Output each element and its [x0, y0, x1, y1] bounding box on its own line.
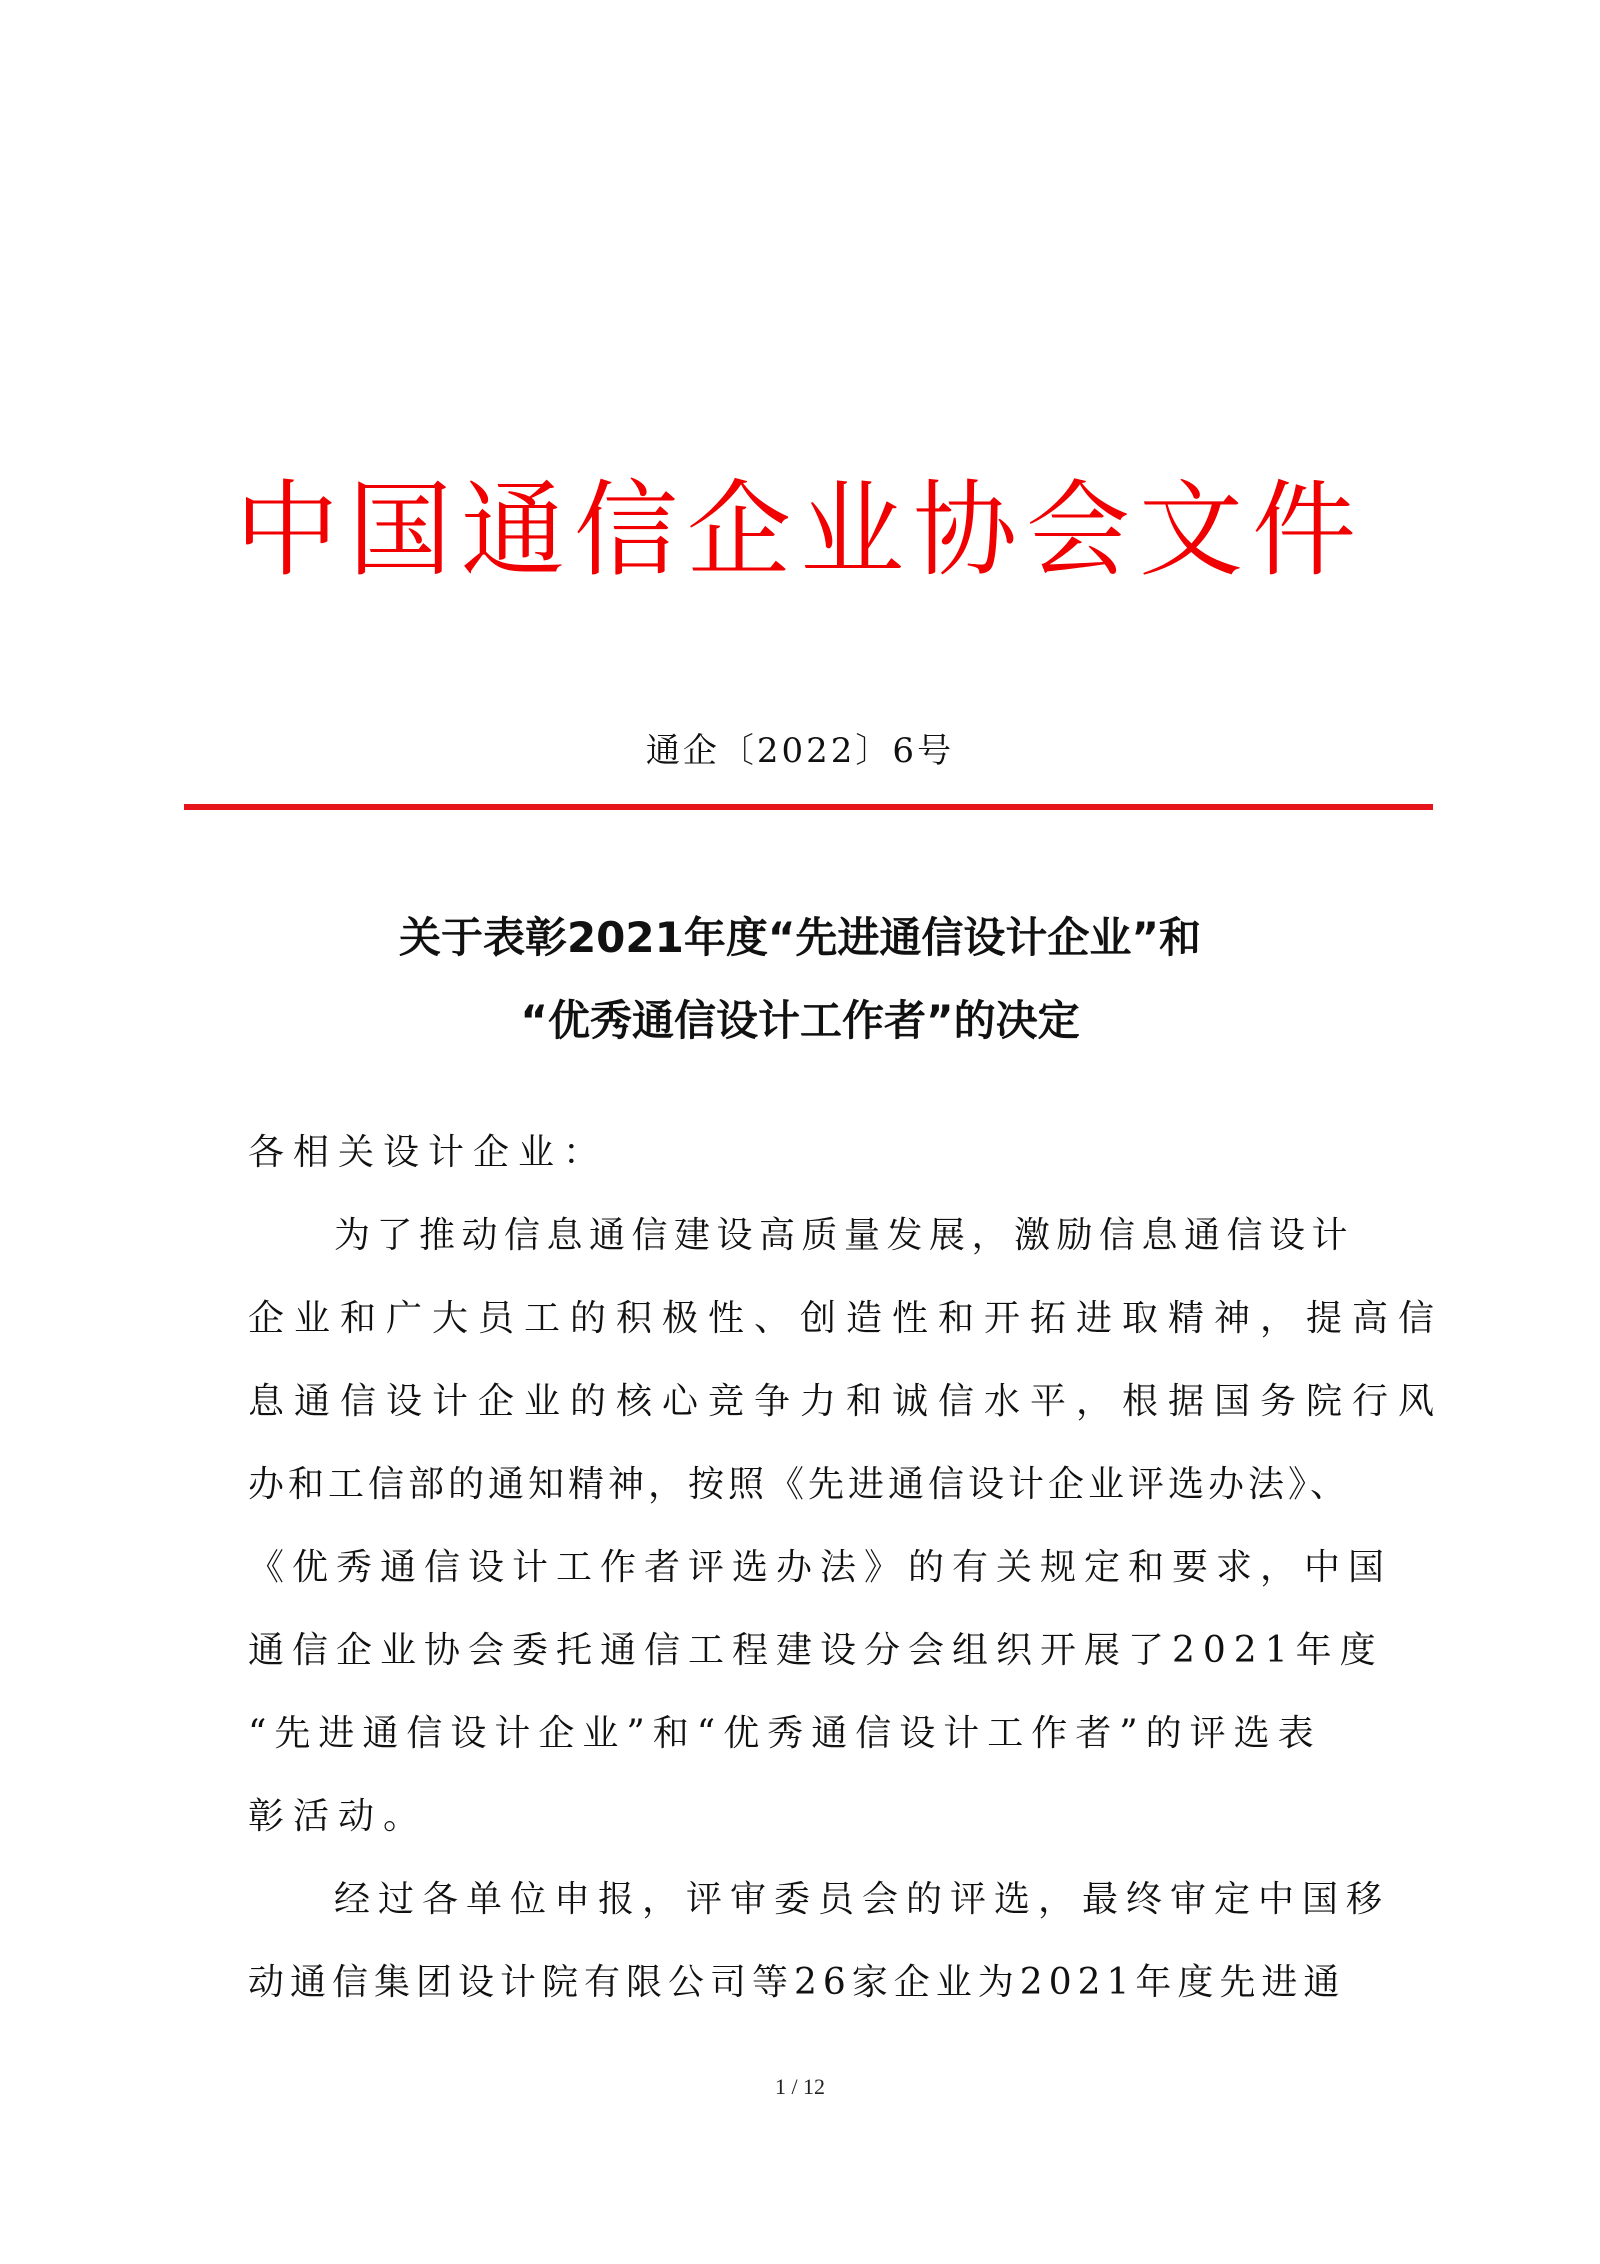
- body-line: 《优秀通信设计工作者评选办法》的有关规定和要求，中国: [248, 1547, 1393, 1588]
- body-line: 动通信集团设计院有限公司等26家企业为2021年度先进通: [248, 1962, 1346, 2003]
- body-line: 经过各单位申报，评审委员会的评选，最终审定中国移: [334, 1879, 1391, 1920]
- decision-title-line-1: 关于表彰2021年度“先进通信设计企业”和: [398, 913, 1202, 962]
- org-document-title: 中国通信企业协会文件: [234, 469, 1365, 591]
- body-line: 息通信设计企业的核心竞争力和诚信水平，根据国务院行风: [248, 1381, 1445, 1422]
- page-number: 1 / 12: [774, 2074, 826, 2099]
- body-line: “先进通信设计企业”和“优秀通信设计工作者”的评选表: [248, 1713, 1322, 1754]
- body-line: 企业和广大员工的积极性、创造性和开拓进取精神，提高信: [248, 1298, 1445, 1339]
- document-number: 通企〔2022〕6号: [645, 731, 955, 771]
- body-line: 通信企业协会委托通信工程建设分会组织开展了2021年度: [248, 1630, 1384, 1671]
- decision-title-line-2: “优秀通信设计工作者”的决定: [520, 996, 1080, 1045]
- salutation: 各相关设计企业：: [248, 1132, 609, 1173]
- red-divider: [184, 804, 1433, 810]
- body-line: 办和工信部的通知精神，按照《先进通信设计企业评选办法》、: [248, 1464, 1351, 1505]
- body-line: 为了推动信息通信建设高质量发展，激励信息通信设计: [334, 1215, 1355, 1256]
- body-line: 彰活动。: [248, 1796, 429, 1837]
